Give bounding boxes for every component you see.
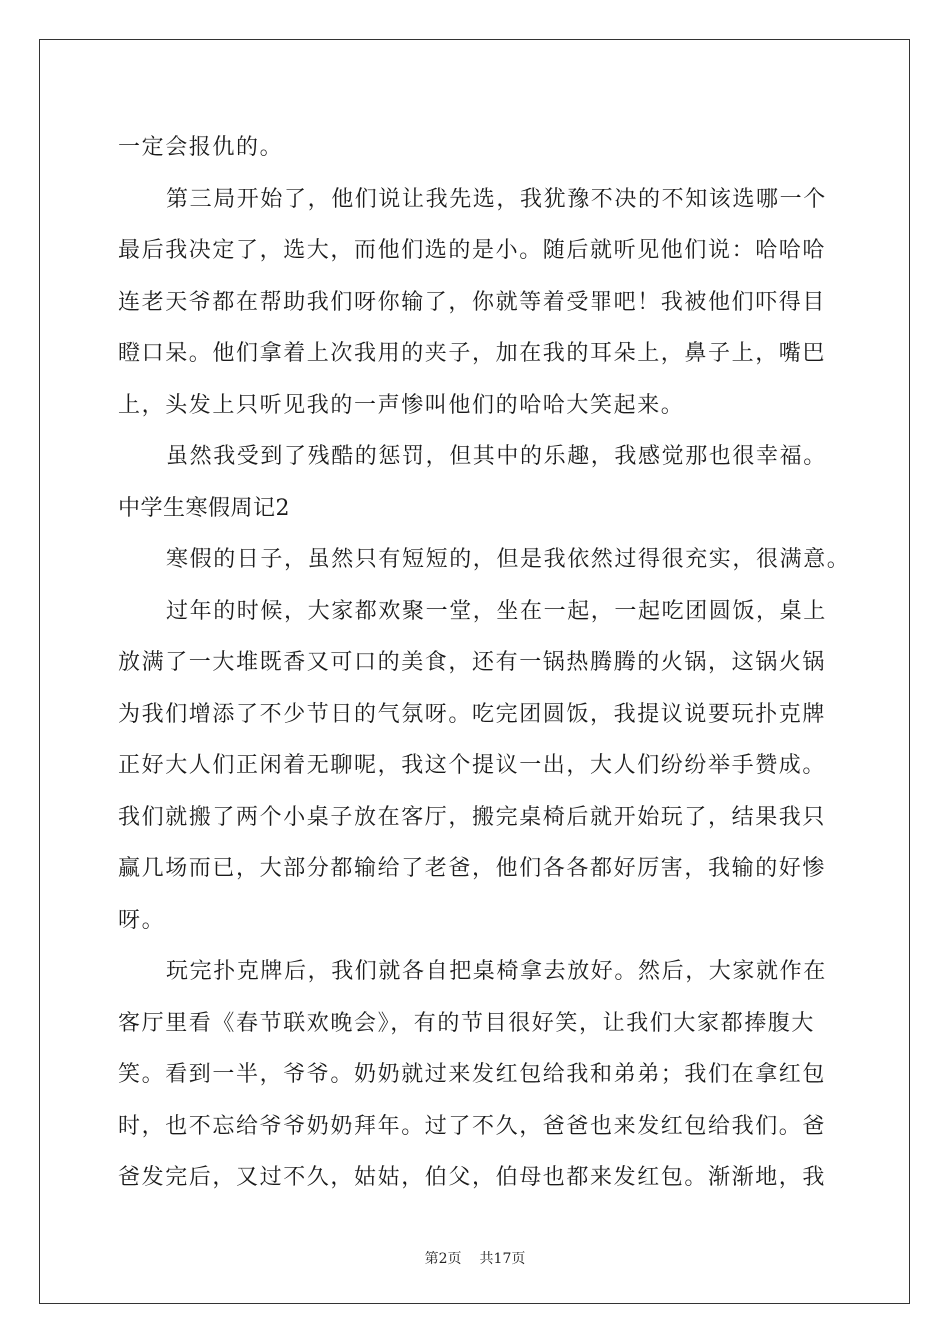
text-line: 上，头发上只听见我的一声惨叫他们的哈哈大笑起来。 [118, 392, 685, 418]
text-line: 寒假的日子，虽然只有短短的，但是我依然过得很充实，很满意。 [166, 547, 851, 572]
page-number: 第2页 [424, 1251, 462, 1267]
text-line: 虽然我受到了残酷的惩罚，但其中的乐趣，我感觉那也很幸福。 [166, 444, 827, 469]
text-line: 为我们增添了不少节日的气氛呀。吃完团圆饭，我提议说要玩扑克牌 [118, 701, 827, 727]
page-total: 共17页 [479, 1251, 526, 1267]
text-line: 正好大人们正闲着无聊呢，我这个提议一出，大人们纷纷举手赞成。 [118, 753, 827, 778]
text-line: 放满了一大堆既香又可口的美食，还有一锅热腾腾的火锅，这锅火锅 [118, 650, 827, 675]
text-line: 爸发完后，又过不久，姑姑，伯父，伯母也都来发红包。渐渐地，我 [118, 1165, 827, 1190]
text-line: 第三局开始了，他们说让我先选，我犹豫不决的不知该选哪一个 [166, 186, 827, 212]
text-line: 玩完扑克牌后，我们就各自把桌椅拿去放好。然后，大家就作在 [166, 959, 827, 984]
text-line: 时，也不忘给爷爷奶奶拜年。过了不久，爸爸也来发红包给我们。爸 [118, 1113, 827, 1139]
text-line: 最后我决定了，选大，而他们选的是小。随后就听见他们说：哈哈哈 [118, 238, 827, 263]
text-line: 连老天爷都在帮助我们呀你输了，你就等着受罪吧！我被他们吓得目 [118, 289, 827, 315]
page-footer [0, 1248, 950, 1268]
text-line: 客厅里看《春节联欢晚会》，有的节目很好笑，让我们大家都捧腹大 [118, 1010, 816, 1036]
text-line: 一定会报仇的。 [118, 135, 284, 160]
text-line: 瞪口呆。他们拿着上次我用的夹子，加在我的耳朵上，鼻子上，嘴巴 [118, 341, 827, 366]
text-line: 赢几场而已，大部分都输给了老爸，他们各各都好厉害，我输的好惨 [118, 856, 827, 881]
text-line: 我们就搬了两个小桌子放在客厅，搬完桌椅后就开始玩了，结果我只 [118, 804, 827, 830]
section-heading: 中学生寒假周记2 [118, 495, 290, 521]
text-line: 过年的时候，大家都欢聚一堂，坐在一起，一起吃团圆饭，桌上 [166, 598, 827, 624]
text-line: 呀。 [118, 907, 166, 933]
document-body [118, 122, 851, 1204]
text-line: 笑。看到一半，爷爷。奶奶就过来发红包给我和弟弟；我们在拿红包 [118, 1062, 827, 1087]
